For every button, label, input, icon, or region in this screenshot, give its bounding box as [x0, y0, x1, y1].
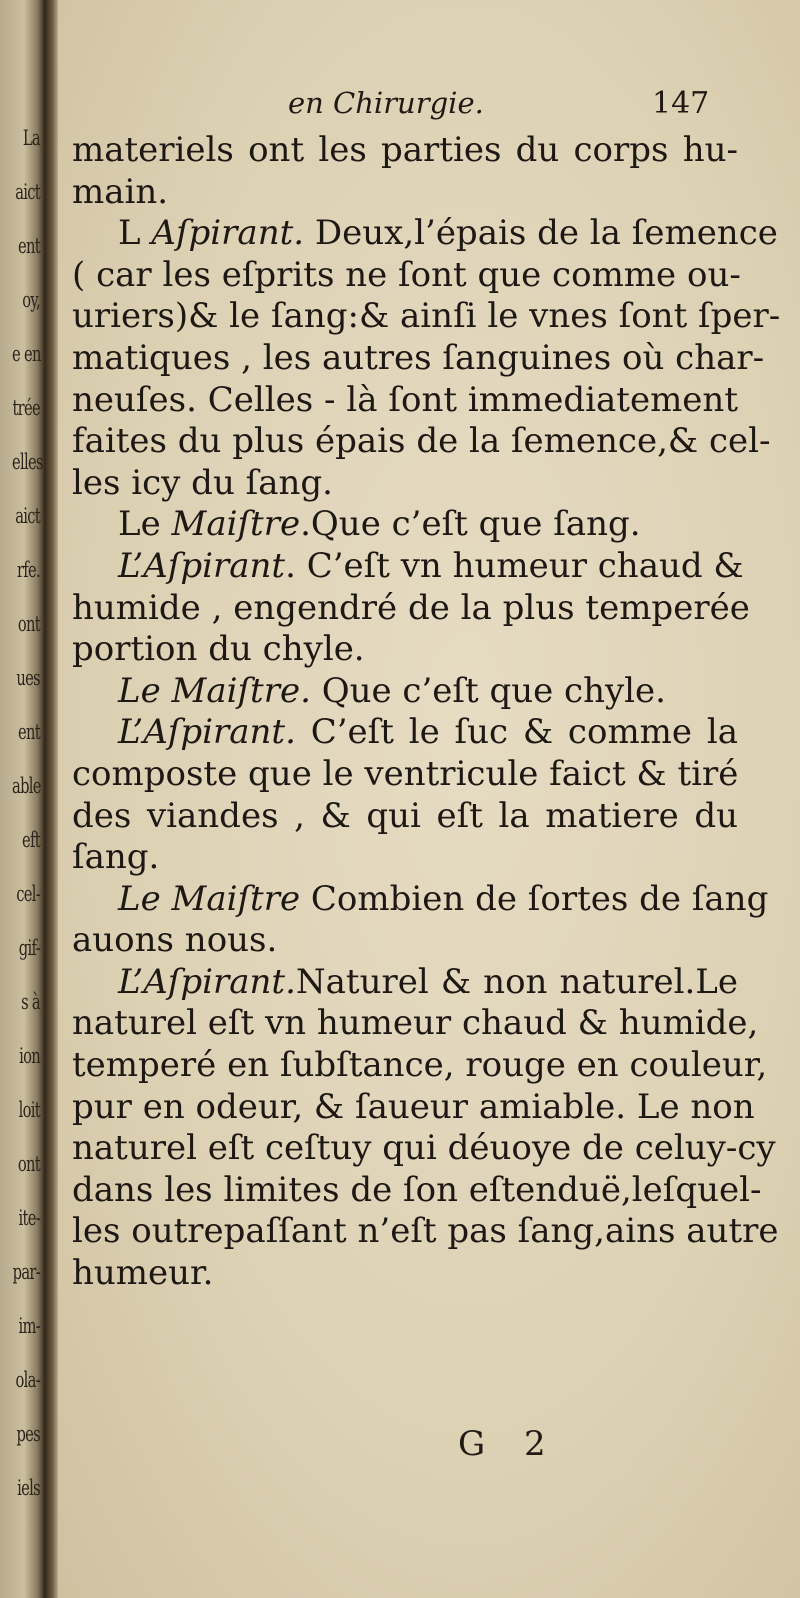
- text-line: [72, 1169, 762, 1212]
- speaker-label: Le Maiſtre: [118, 878, 301, 919]
- text-line: [72, 754, 738, 796]
- page-number: 147: [652, 86, 710, 121]
- line-text: neuſes. Celles - là ſont immediatement: [72, 379, 738, 420]
- book-page: [58, 0, 800, 1598]
- text-line: [72, 1128, 776, 1170]
- speaker-label: Aſpirant.: [151, 213, 305, 254]
- text-line: [72, 587, 750, 630]
- facing-page-edge: [0, 0, 44, 1598]
- facing-page-fragment: cel-: [16, 882, 40, 906]
- line-text: .Que c’eſt que ſang.: [300, 504, 641, 545]
- facing-page-fragment: s à: [21, 990, 40, 1014]
- facing-page-fragment: aict: [15, 180, 40, 204]
- line-text: composte que le ventricule faict & tiré: [72, 753, 739, 794]
- text-line: [72, 296, 781, 338]
- text-line: [72, 421, 771, 463]
- text-line: [72, 1003, 759, 1045]
- line-text: humide , engendré de la plus temperée: [72, 587, 750, 628]
- text-line: [72, 463, 738, 505]
- line-text: C’eſt le ſuc & comme la: [295, 712, 738, 753]
- line-text: portion du chyle.: [72, 629, 365, 670]
- facing-page-fragment: e en: [12, 342, 41, 366]
- facing-page-fragment: iels: [17, 1476, 40, 1500]
- line-text: naturel eſt ceſtuy qui déuoye de celuy-cy: [72, 1128, 776, 1169]
- signature-mark: G 2: [458, 1424, 560, 1464]
- line-text: matiques , les autres ſanguines où char-: [72, 337, 765, 378]
- text-line: [72, 213, 778, 255]
- facing-page-fragment: ont: [17, 1152, 40, 1176]
- line-text: les outrepaſſant n’eſt pas ſang,ains autre: [72, 1211, 779, 1252]
- text-line: [72, 878, 769, 921]
- facing-page-fragment: able: [12, 774, 41, 798]
- facing-page-fragment: par-: [12, 1260, 40, 1284]
- text-line: [72, 629, 738, 671]
- line-text: temperé en ſubſtance, rouge en couleur,: [72, 1045, 768, 1086]
- facing-page-fragment: loit: [18, 1098, 40, 1122]
- facing-page-fragment: im-: [18, 1314, 40, 1338]
- text-line: [72, 1086, 755, 1129]
- facing-page-fragment: ues: [16, 666, 40, 690]
- facing-page-fragment: elles: [12, 450, 43, 474]
- text-line: [72, 504, 738, 546]
- text-line: [72, 1211, 779, 1253]
- speaker-label: Maiſtre: [171, 504, 301, 545]
- text-line: [72, 671, 738, 713]
- text-line: [72, 1253, 738, 1295]
- facing-page-fragment: rfe.: [16, 558, 40, 582]
- facing-page-fragment: eft: [22, 828, 40, 852]
- line-text: Naturel & non naturel.Le: [295, 961, 738, 1002]
- line-text: pur en odeur, & ſaueur amiable. Le non: [72, 1086, 755, 1127]
- facing-page-fragment: ite-: [18, 1206, 40, 1230]
- speaker-label: L’Aſpirant: [118, 545, 286, 586]
- text-line: [72, 254, 741, 297]
- text-line: [72, 962, 738, 1004]
- line-text: faites du plus épais de la ſemence,& cel-: [72, 421, 771, 462]
- text-line: [72, 837, 738, 879]
- facing-page-fragment: gif-: [18, 936, 40, 960]
- line-text: Que c’eſt que chyle.: [310, 670, 666, 711]
- body-text: [72, 130, 781, 1295]
- text-line: [72, 172, 738, 214]
- line-text: L: [118, 213, 152, 254]
- running-head: en Chirurgie.: [288, 86, 484, 120]
- facing-page-fragment: ont: [17, 612, 40, 636]
- line-text: des viandes , & qui eſt la matiere du: [72, 795, 738, 836]
- facing-page-fragment: aict: [15, 504, 40, 528]
- facing-page-fragment: ola-: [15, 1368, 41, 1392]
- facing-page-fragment: La: [22, 126, 40, 150]
- line-text: naturel eſt vn humeur chaud & humide,: [72, 1003, 759, 1044]
- line-text: . C’eſt vn humeur chaud &: [285, 545, 744, 586]
- line-text: ( car les eſprits ne ſont que comme ou-: [72, 254, 741, 295]
- facing-page-fragment: ent: [18, 234, 40, 258]
- line-text: Le: [118, 504, 172, 545]
- line-text: Deux,l’épais de la ſemence: [304, 213, 778, 254]
- facing-page-fragment: ent: [18, 720, 40, 744]
- text-line: [72, 337, 765, 380]
- line-text: ſang.: [72, 837, 160, 878]
- line-text: main.: [72, 171, 169, 212]
- line-text: Combien de ſortes de ſang: [300, 878, 769, 919]
- facing-page-fragment: oy,: [22, 288, 40, 312]
- text-line: [72, 130, 738, 172]
- line-text: materiels ont les parties du corps hu-: [72, 130, 738, 170]
- text-line: [72, 380, 738, 422]
- speaker-label: Le Maiſtre.: [118, 670, 311, 711]
- book-gutter: [44, 0, 58, 1598]
- speaker-label: L’Aſpirant.: [118, 961, 296, 1002]
- line-text: dans les limites de ſon eſtenduë,leſquel-: [72, 1169, 762, 1210]
- page-header: [58, 86, 800, 126]
- text-line: [72, 796, 738, 838]
- line-text: uriers)& le ſang:& ainſi le vnes ſont ſper-: [72, 296, 781, 337]
- text-line: [72, 920, 738, 962]
- line-text: auons nous.: [72, 920, 278, 961]
- text-line: [72, 1045, 768, 1087]
- line-text: humeur.: [72, 1253, 214, 1294]
- facing-page-fragment: trée: [12, 396, 40, 420]
- text-line: [72, 545, 744, 588]
- text-line: [72, 712, 738, 754]
- speaker-label: L’Aſpirant.: [118, 712, 296, 753]
- facing-page-fragment: pes: [16, 1422, 40, 1446]
- line-text: les icy du ſang.: [72, 462, 333, 503]
- facing-page-fragment: ion: [19, 1044, 40, 1068]
